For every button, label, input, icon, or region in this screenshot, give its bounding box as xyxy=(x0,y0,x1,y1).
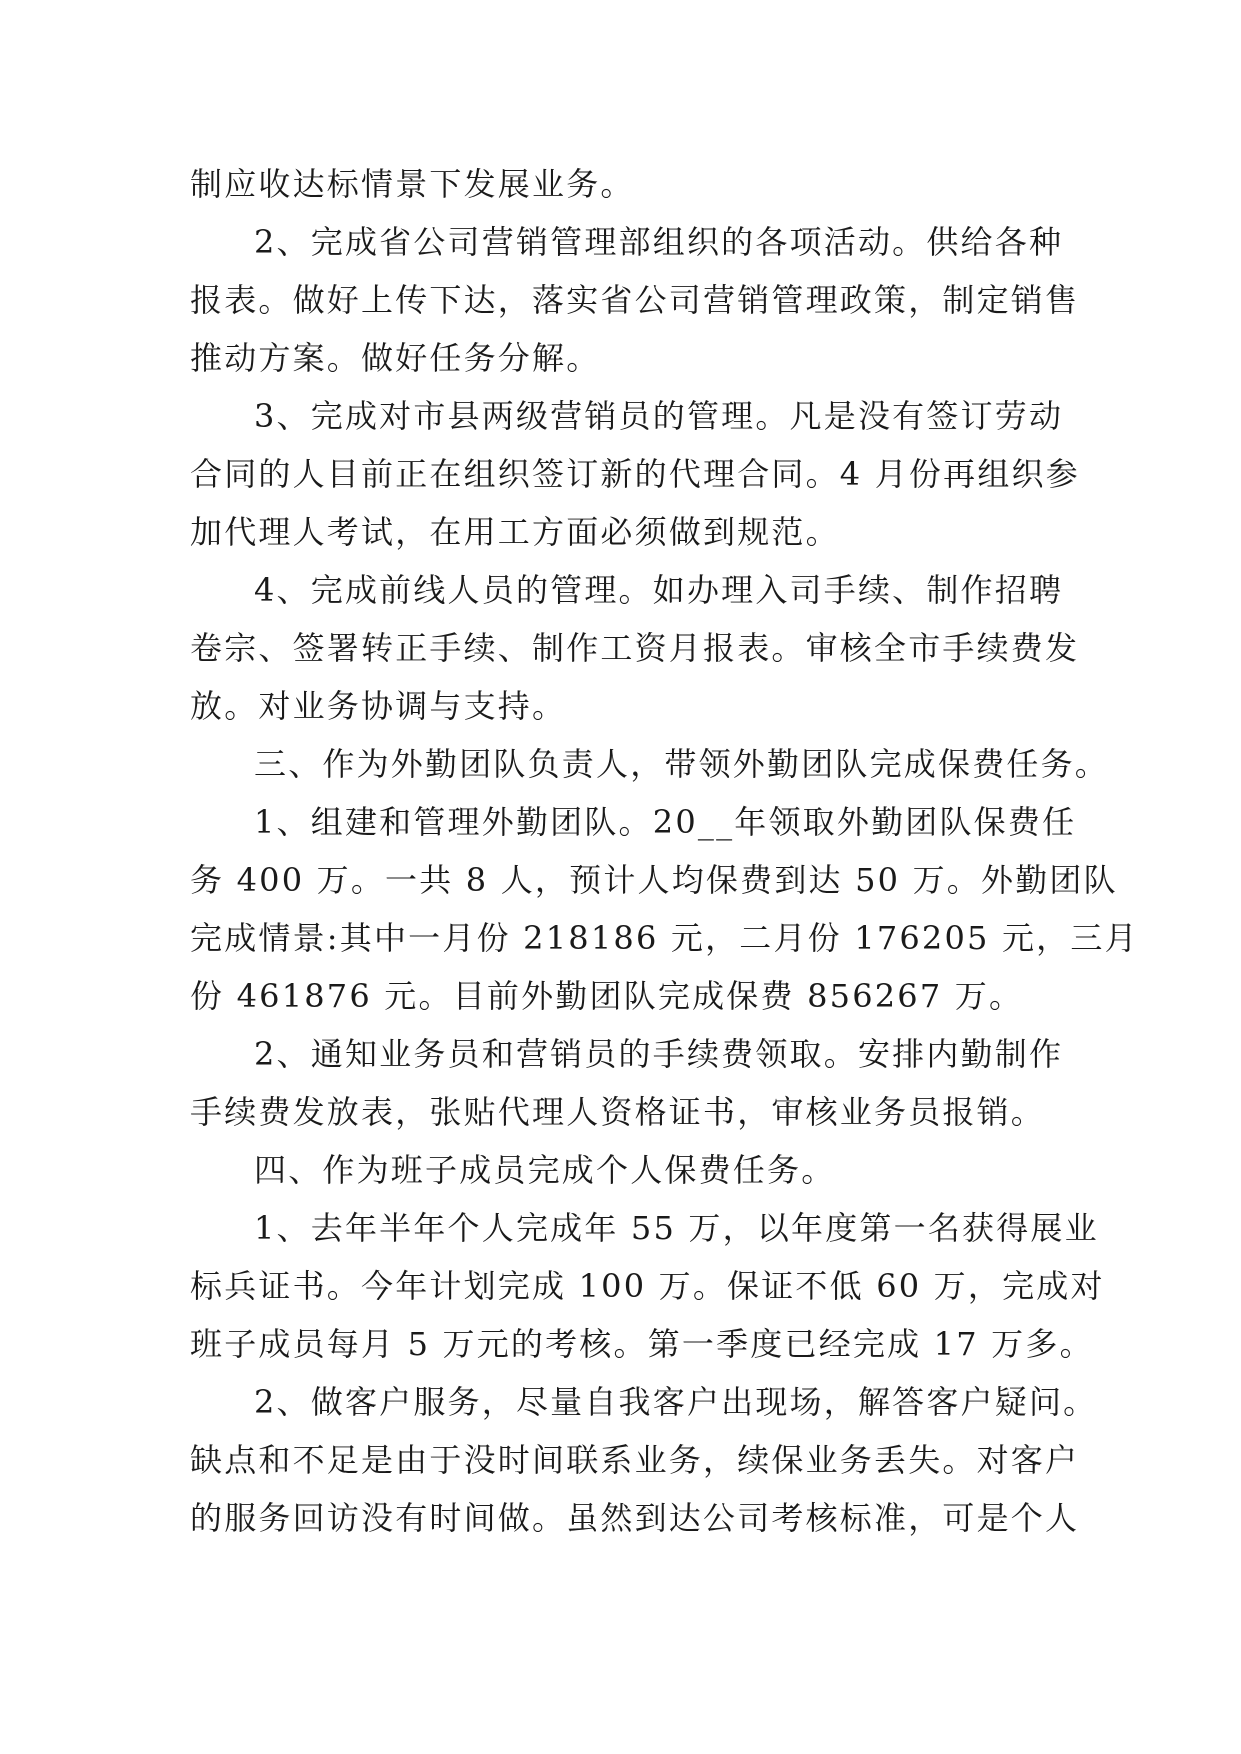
text-line: 份 461876 元。目前外勤团队完成保费 856267 万。 xyxy=(190,977,1024,1015)
text-line: 务 400 万。一共 8 人，预计人均保费到达 50 万。外勤团队 xyxy=(190,861,1118,899)
text-line: 1、去年半年个人完成年 55 万，以年度第一名获得展业 xyxy=(254,1209,1099,1247)
text-line: 的服务回访没有时间做。虽然到达公司考核标准，可是个人 xyxy=(190,1499,1080,1537)
text-line: 1、组建和管理外勤团队。20__年领取外勤团队保费任 xyxy=(254,803,1077,841)
text-line: 合同的人目前正在组织签订新的代理合同。4 月份再组织参 xyxy=(190,455,1080,493)
text-line: 报表。做好上传下达，落实省公司营销管理政策，制定销售 xyxy=(190,281,1080,319)
text-line: 4、完成前线人员的管理。如办理入司手续、制作招聘 xyxy=(254,571,1064,609)
document-body xyxy=(190,155,1139,1547)
text-line: 卷宗、签署转正手续、制作工资月报表。审核全市手续费发 xyxy=(190,629,1080,667)
text-line: 标兵证书。今年计划完成 100 万。保证不低 60 万，完成对 xyxy=(190,1267,1105,1305)
text-line: 手续费发放表，张贴代理人资格证书，审核业务员报销。 xyxy=(190,1093,1046,1131)
text-line: 加代理人考试，在用工方面必须做到规范。 xyxy=(190,513,840,551)
text-line: 2、完成省公司营销管理部组织的各项活动。供给各种 xyxy=(254,223,1064,261)
text-line: 放。对业务协调与支持。 xyxy=(190,687,567,725)
section-heading: 四、作为班子成员完成个人保费任务。 xyxy=(254,1151,836,1189)
text-line: 缺点和不足是由于没时间联系业务，续保业务丢失。对客户 xyxy=(190,1441,1080,1479)
section-heading: 三、作为外勤团队负责人，带领外勤团队完成保费任务。 xyxy=(254,745,1110,783)
text-line: 2、通知业务员和营销员的手续费领取。安排内勤制作 xyxy=(254,1035,1064,1073)
text-line: 制应收达标情景下发展业务。 xyxy=(190,165,635,203)
text-line: 班子成员每月 5 万元的考核。第一季度已经完成 17 万多。 xyxy=(190,1325,1094,1363)
text-line: 完成情景:其中一月份 218186 元，二月份 176205 元，三月 xyxy=(190,919,1139,957)
text-line: 2、做客户服务，尽量自我客户出现场，解答客户疑问。 xyxy=(254,1383,1098,1421)
text-line: 推动方案。做好任务分解。 xyxy=(190,339,601,377)
text-line: 3、完成对市县两级营销员的管理。凡是没有签订劳动 xyxy=(254,397,1064,435)
